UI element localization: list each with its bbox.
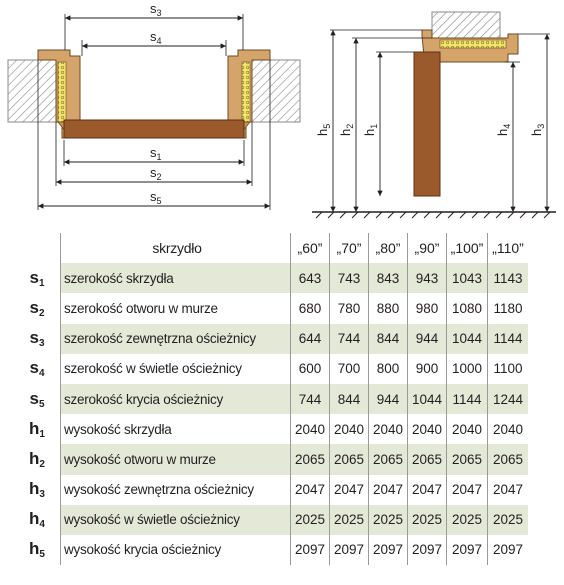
table-row [14, 324, 528, 354]
label-h1: $h_1$ [362, 123, 379, 136]
row-value: 2097 [408, 535, 447, 565]
row-symbol [14, 444, 61, 474]
row-symbol-subscript: 2 [39, 458, 45, 470]
row-value: 1000 [447, 354, 488, 384]
row-value: 2040 [488, 414, 529, 444]
row-value: 844 [330, 384, 369, 414]
row-value: 2065 [447, 444, 488, 474]
row-symbol-subscript: 5 [39, 549, 45, 561]
row-value: 1144 [488, 324, 529, 354]
row-value: 1043 [447, 263, 488, 293]
row-value: 2097 [447, 535, 488, 565]
row-value: 2097 [330, 535, 369, 565]
table-row [14, 263, 528, 293]
row-value: 2065 [291, 444, 330, 474]
door-frame-diagram [0, 0, 564, 228]
header-size-cell: „60” [291, 233, 330, 263]
left-wall [8, 60, 58, 122]
row-symbol [14, 475, 61, 505]
row-value: 944 [369, 384, 408, 414]
row-symbol-subscript: 5 [38, 398, 45, 410]
row-value: 2047 [330, 475, 369, 505]
table-row [14, 354, 528, 384]
row-value: 744 [330, 324, 369, 354]
row-value: 2025 [291, 505, 330, 535]
row-symbol-letter: h [29, 539, 40, 559]
top-view [8, 1, 300, 210]
row-value: 980 [408, 293, 447, 323]
row-value: 2025 [330, 505, 369, 535]
header-size-cell: „100” [447, 233, 488, 263]
row-value: 2047 [447, 475, 488, 505]
row-value: 680 [291, 293, 330, 323]
header-size-cell: „110” [488, 233, 529, 263]
row-symbol-letter: s [29, 358, 39, 378]
row-value: 1044 [447, 324, 488, 354]
table-row [14, 293, 528, 323]
row-value: 900 [408, 354, 447, 384]
label-h2: $h_2$ [338, 123, 355, 136]
row-symbol [14, 263, 61, 293]
row-value: 2025 [408, 505, 447, 535]
row-symbol-subscript: 2 [38, 307, 45, 319]
row-value: 1244 [488, 384, 529, 414]
row-symbol-letter: s [29, 297, 39, 317]
row-value: 1080 [447, 293, 488, 323]
row-symbol-subscript: 3 [39, 489, 45, 501]
row-symbol-letter: s [29, 388, 39, 408]
row-symbol [14, 505, 61, 535]
row-value: 2025 [447, 505, 488, 535]
row-value: 2065 [408, 444, 447, 474]
table-row [14, 475, 528, 505]
row-value: 743 [330, 263, 369, 293]
header-name-cell: skrzydło [61, 233, 291, 263]
row-value: 700 [330, 354, 369, 384]
row-symbol-subscript: 1 [39, 428, 45, 440]
row-symbol-subscript: 3 [38, 338, 45, 350]
floor-hatch [316, 212, 550, 218]
label-s1: $s_1$ [150, 145, 162, 162]
row-value: 2065 [488, 444, 529, 474]
row-value: 643 [291, 263, 330, 293]
row-name: wysokość skrzydła [61, 414, 291, 444]
row-value: 2047 [369, 475, 408, 505]
row-value: 2097 [369, 535, 408, 565]
side-view [312, 12, 556, 218]
row-name: szerokość krycia ościeżnicy [61, 384, 291, 414]
label-s4: $s_4$ [150, 29, 162, 46]
row-symbol-letter: s [29, 267, 39, 287]
row-symbol [14, 354, 61, 384]
row-name: wysokość krycia ościeżnicy [61, 535, 291, 565]
row-value: 2040 [291, 414, 330, 444]
row-value: 1100 [488, 354, 529, 384]
row-value: 2097 [291, 535, 330, 565]
row-value: 1143 [488, 263, 529, 293]
table-row [14, 444, 528, 474]
door-leaf-section [64, 120, 244, 138]
row-value: 2065 [369, 444, 408, 474]
row-name: wysokość w świetle ościeżnicy [61, 505, 291, 535]
row-value: 843 [369, 263, 408, 293]
row-symbol [14, 324, 61, 354]
row-name: wysokość otworu w murze [61, 444, 291, 474]
row-value: 2025 [369, 505, 408, 535]
dimension-table [14, 233, 528, 565]
row-symbol-letter: h [29, 418, 40, 438]
row-value: 844 [369, 324, 408, 354]
row-value: 780 [330, 293, 369, 323]
row-symbol-subscript: 4 [38, 368, 45, 380]
row-value: 943 [408, 263, 447, 293]
row-symbol [14, 414, 61, 444]
row-symbol-letter: h [29, 479, 40, 499]
row-symbol [14, 535, 61, 565]
table-row [14, 414, 528, 444]
row-value: 2040 [408, 414, 447, 444]
row-value: 2025 [488, 505, 529, 535]
row-value: 2040 [330, 414, 369, 444]
header-size-cell: „90” [408, 233, 447, 263]
row-name: wysokość zewnętrzna ościeżnicy [61, 475, 291, 505]
table-header-row [14, 233, 528, 263]
row-value: 2065 [330, 444, 369, 474]
label-h3: $h_3$ [529, 123, 546, 136]
row-name: szerokość otworu w murze [61, 293, 291, 323]
row-symbol-letter: s [29, 328, 39, 348]
row-symbol-letter: h [29, 509, 40, 529]
header-size-cell: „80” [369, 233, 408, 263]
row-name: szerokość zewnętrzna ościeżnicy [61, 324, 291, 354]
row-value: 2047 [291, 475, 330, 505]
row-symbol [14, 293, 61, 323]
dimension-table-body [14, 233, 528, 565]
row-value: 600 [291, 354, 330, 384]
label-h4: $h_4$ [495, 123, 512, 136]
row-value: 1044 [408, 384, 447, 414]
row-value: 800 [369, 354, 408, 384]
table-row [14, 535, 528, 565]
row-name: szerokość w świetle ościeżnicy [61, 354, 291, 384]
row-value: 2097 [488, 535, 529, 565]
table-row [14, 384, 528, 414]
row-symbol-subscript: 4 [39, 519, 45, 531]
row-value: 2047 [488, 475, 529, 505]
label-s3: $s_3$ [150, 1, 162, 18]
lintel-wall [432, 12, 500, 38]
row-value: 1180 [488, 293, 529, 323]
row-symbol-letter: h [29, 448, 40, 468]
row-value: 744 [291, 384, 330, 414]
door-leaf-elevation [414, 52, 440, 196]
row-value: 880 [369, 293, 408, 323]
row-value: 2040 [369, 414, 408, 444]
row-value: 644 [291, 324, 330, 354]
header-symbol-cell [14, 233, 61, 263]
row-symbol [14, 384, 61, 414]
table-row [14, 505, 528, 535]
right-wall [252, 60, 300, 122]
label-s2: $s_2$ [150, 165, 162, 182]
row-value: 2047 [408, 475, 447, 505]
row-symbol-subscript: 1 [38, 277, 45, 289]
label-h5: $h_5$ [315, 123, 332, 136]
label-s5: $s_5$ [150, 189, 162, 206]
header-size-cell: „70” [330, 233, 369, 263]
row-value: 1144 [447, 384, 488, 414]
row-name: szerokość skrzydła [61, 263, 291, 293]
row-value: 944 [408, 324, 447, 354]
row-value: 2040 [447, 414, 488, 444]
